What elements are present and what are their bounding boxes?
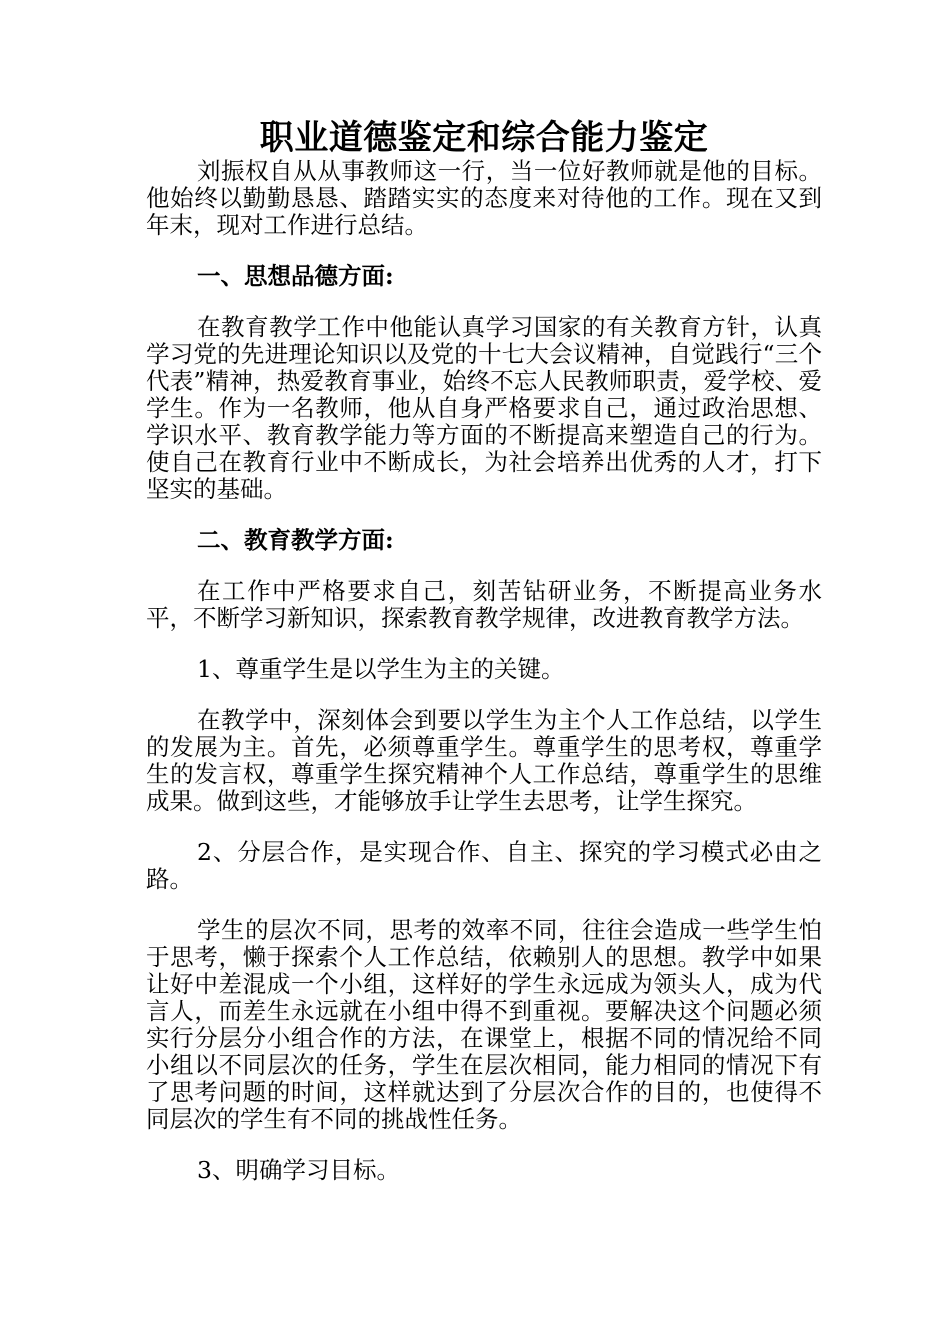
spacer (146, 554, 822, 578)
section-heading-teaching: 二、教育教学方面: (197, 526, 394, 554)
spacer (146, 893, 822, 917)
document-page (146, 118, 822, 1184)
section-body-teaching: 在工作中严格要求自己，刻苦钻研业务，不断提高业务水平，不断学习新知识，探索教育教学规律，改进教育教学方法。 (146, 577, 822, 632)
spacer (146, 239, 822, 263)
spacer (146, 1133, 822, 1157)
item-heading-goals: 3、明确学习目标。 (197, 1156, 400, 1184)
section-heading-moral: 一、思想品德方面: (197, 262, 394, 290)
spacer (146, 503, 822, 527)
item-body-respect: 在教学中，深刻体会到要以学生为主个人工作总结，以学生的发展为主。首先，必须尊重学生。尊重学生的思考权，尊重学生的发言权，尊重学生探究精神个人工作总结，尊重学生的思维成果。做到这些，才能够放手让学生去思考，让学生探究。 (146, 706, 822, 815)
document-title: 职业道德鉴定和综合能力鉴定 (259, 118, 709, 158)
item-heading-respect: 1、尊重学生是以学生为主的关键。 (197, 655, 565, 683)
spacer (146, 815, 822, 839)
item-heading-layered: 2、分层合作，是实现合作、自主、探究的学习模式必由之路。 (146, 838, 822, 893)
section-body-moral: 在教育教学工作中他能认真学习国家的有关教育方针，认真学习党的先进理论知识以及党的十七大会议精神，自觉践行“三个代表”精神，热爱教育事业，始终不忘人民教师职责，爱学校、爱学生。作为一名教师，他从自身严格要求自己，通过政治思想、学识水平、教育教学能力等方面的不断提高来塑造自己的行为。使自己在教育行业中不断成长，为社会培养出优秀的人才，打下坚实的基础。 (146, 313, 822, 503)
spacer (146, 290, 822, 314)
intro-paragraph: 刘振权自从从事教师这一行，当一位好教师就是他的目标。他始终以勤勤恳恳、踏踏实实的态度来对待他的工作。现在又到年末，现对工作进行总结。 (146, 157, 822, 239)
spacer (146, 632, 822, 656)
item-body-layered: 学生的层次不同，思考的效率不同，往往会造成一些学生怕于思考，懒于探索个人工作总结，依赖别人的思想。教学中如果让好中差混成一个小组，这样好的学生永远成为领头人，成为代言人，而差生永远就在小组中得不到重视。要解决这个问题必须实行分层分小组合作的方法，在课堂上，根据不同的情况给不同小组以不同层次的任务，学生在层次相同，能力相同的情况下有了思考问题的时间，这样就达到了分层次合作的目的，也使得不同层次的学生有不同的挑战性任务。 (146, 916, 822, 1133)
spacer (146, 683, 822, 707)
